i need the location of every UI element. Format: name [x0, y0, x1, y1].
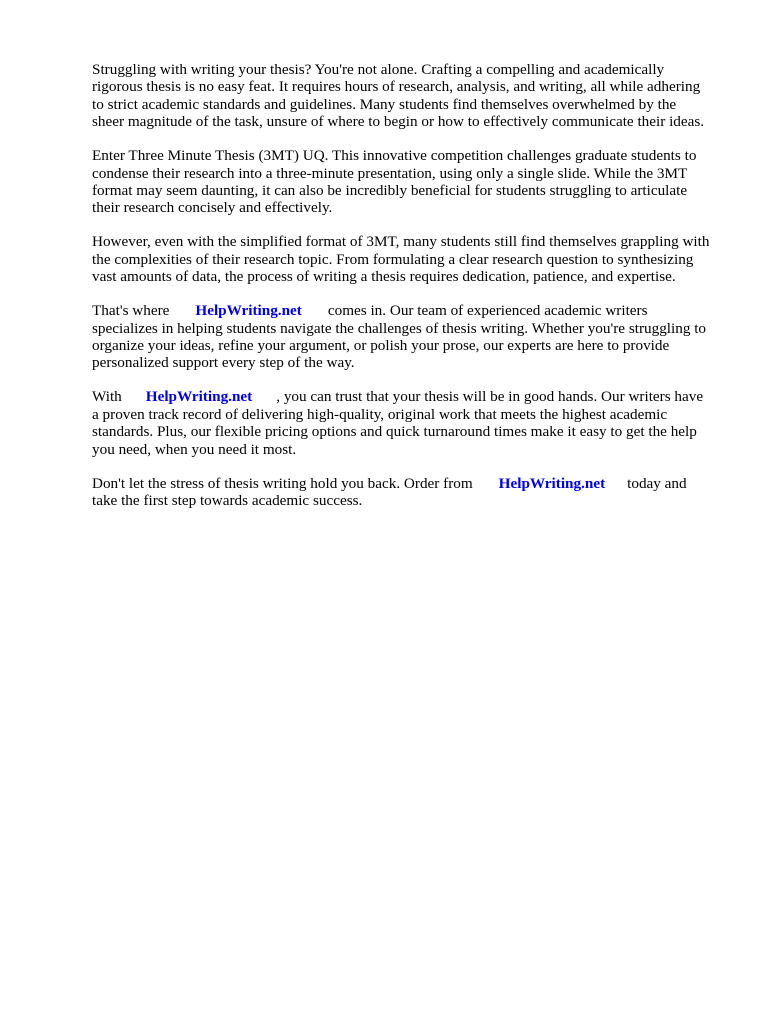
text-segment: comes in. Our team of experienced academic writers — [327, 302, 648, 320]
text-line: sheer magnitude of the task, unsure of where to begin or how to effectively communicate their ideas. — [92, 113, 705, 131]
text-line: a proven track record of delivering high-quality, original work that meets the highest academic — [92, 405, 668, 423]
paragraph-call-to-action — [92, 475, 732, 510]
paragraph-challenges — [92, 233, 732, 285]
helpwriting-link[interactable]: HelpWriting.net — [498, 474, 606, 492]
text-line: specializes in helping students navigate the challenges of thesis writing. Whether you're struggling to — [92, 319, 707, 337]
text-line: vast amounts of data, the process of writing a thesis requires dedication, patience, and expertise. — [92, 268, 676, 286]
text-segment: , you can trust that your thesis will be in good hands. Our writers have — [276, 388, 704, 406]
paragraph-intro — [92, 61, 732, 131]
text-line: Struggling with writing your thesis? You're not alone. Crafting a compelling and academically — [92, 61, 665, 78]
text-line: their research concisely and effectively. — [92, 199, 333, 217]
text-line: Enter Three Minute Thesis (3MT) UQ. This innovative competition challenges graduate students to — [92, 147, 697, 165]
text-line-with-link — [92, 475, 732, 492]
text-segment: With — [92, 388, 122, 406]
text-line: you need, when you need it most. — [92, 440, 297, 458]
text-line: condense their research into a three-minute presentation, using only a single slide. While the 3MT — [92, 164, 688, 182]
text-line-with-link — [92, 302, 732, 319]
text-line: the complexities of their research topic. From formulating a clear research question to synthesizing — [92, 250, 694, 268]
text-segment: That's where — [92, 302, 170, 320]
text-line: format may seem daunting, it can also be incredibly beneficial for students struggling to articulate — [92, 182, 688, 200]
text-line-with-link — [92, 388, 732, 405]
document-page — [92, 61, 732, 526]
text-line: to strict academic standards and guidelines. Many students find themselves overwhelmed by the — [92, 95, 677, 113]
text-line: take the first step towards academic success. — [92, 492, 363, 510]
text-line: standards. Plus, our flexible pricing options and quick turnaround times make it easy to get the help — [92, 423, 697, 441]
text-line: organize your ideas, refine your argument, or polish your prose, our experts are here to provide — [92, 337, 670, 355]
text-segment: Don't let the stress of thesis writing hold you back. Order from — [92, 474, 473, 492]
paragraph-3mt — [92, 147, 732, 217]
helpwriting-link[interactable]: HelpWriting.net — [145, 388, 253, 406]
paragraph-service — [92, 302, 732, 372]
text-line: However, even with the simplified format of 3MT, many students still find themselves grappling with — [92, 233, 710, 251]
text-segment: today and — [627, 474, 687, 492]
paragraph-trust — [92, 388, 732, 458]
text-line: rigorous thesis is no easy feat. It requires hours of research, analysis, and writing, all while adhering — [92, 78, 701, 96]
helpwriting-link[interactable]: HelpWriting.net — [195, 302, 302, 320]
text-line: personalized support every step of the way. — [92, 354, 355, 372]
